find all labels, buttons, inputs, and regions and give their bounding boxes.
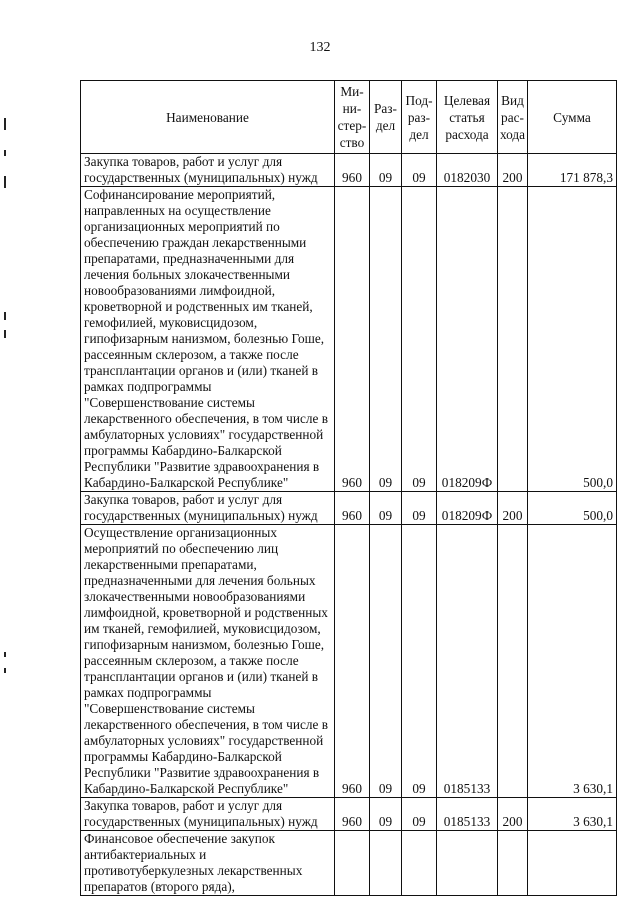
row-section: 09 [370,492,402,525]
header-name: Наименование [81,81,335,154]
row-section [370,831,402,896]
header-amount: Сумма [528,81,617,154]
table-row [81,525,617,798]
row-section: 09 [370,798,402,831]
row-subsection: 09 [402,525,437,798]
row-subsection: 09 [402,187,437,492]
row-subsection: 09 [402,798,437,831]
row-target: 0185133 [437,798,498,831]
header-subsection: Под-раз-дел [402,81,437,154]
table-row [81,831,617,896]
row-amount: 3 630,1 [528,525,617,798]
row-target: 0182030 [437,154,498,187]
page-number: 132 [309,40,331,55]
row-ministry: 960 [335,187,370,492]
row-section: 09 [370,154,402,187]
row-type [498,525,528,798]
row-amount: 171 878,3 [528,154,617,187]
row-target [437,831,498,896]
row-type [498,187,528,492]
table-row [81,798,617,831]
row-type: 200 [498,798,528,831]
row-target: 018209Ф [437,492,498,525]
header-target: Целевая статья расхода [437,81,498,154]
scan-edge-mark [4,176,6,188]
scan-edge-mark [4,312,6,320]
row-type: 200 [498,492,528,525]
row-ministry [335,831,370,896]
row-name: Софинансирование мероприятий, направленных на осуществление организационных мероприятий по обеспечению граждан лекарственными препаратами, предназначенными для лечения больных злокачественными новообразованиями лимфоидной, кроветворной и родственных им тканей, гемофилией, муковисцидозом, гипофизарным нанизмом, болезнью Гоше, рассеянным склерозом, а также после трансплантации органов и (или) тканей в рамках подпрограммы "Совершенствование системы лекарственного обеспечения, в том числе в амбулаторных условиях" государственной программы Кабардино-Балкарской Республики "Развитие здравоохранения в Кабардино-Балкарской Республике" [81,187,335,492]
row-ministry: 960 [335,798,370,831]
row-amount: 500,0 [528,187,617,492]
table-row [81,492,617,525]
row-name: Закупка товаров, работ и услуг для государственных (муниципальных) нужд [81,798,335,831]
row-amount [528,831,617,896]
table-row [81,154,617,187]
row-name: Осуществление организационных мероприятий по обеспечению лиц лекарственными препаратами, предназначенными для лечения больных злокачественными новообразованиями лимфоидной, кроветворной и родственных им тканей, гемофилией, муковисцидозом, гипофизарным нанизмом, болезнью Гоше, рассеянным склерозом, а также после трансплантации органов и (или) тканей в рамках подпрограммы "Совершенствование системы лекарственного обеспечения, в том числе в амбулаторных условиях" государственной программы Кабардино-Балкарской Республики "Развитие здравоохранения в Кабардино-Балкарской Республике" [81,525,335,798]
row-name: Финансовое обеспечение закупок антибактериальных и противотуберкулезных лекарственных препаратов (второго ряда), [81,831,335,896]
row-target: 0185133 [437,525,498,798]
row-name: Закупка товаров, работ и услуг для государственных (муниципальных) нужд [81,154,335,187]
scan-edge-mark [4,118,6,130]
row-name: Закупка товаров, работ и услуг для государственных (муниципальных) нужд [81,492,335,525]
row-section: 09 [370,525,402,798]
header-section: Раз-дел [370,81,402,154]
row-target: 018209Ф [437,187,498,492]
scan-edge-mark [4,150,6,156]
header-ministry: Ми-ни-стер-ство [335,81,370,154]
row-section: 09 [370,187,402,492]
row-ministry: 960 [335,154,370,187]
header-type: Вид рас-хода [498,81,528,154]
table-row [81,187,617,492]
scan-edge-mark [4,652,6,657]
row-type [498,831,528,896]
row-amount: 3 630,1 [528,798,617,831]
table-header-row [81,81,617,154]
budget-table [80,80,617,896]
scan-edge-mark [4,330,6,338]
scan-edge-mark [4,668,6,673]
row-subsection: 09 [402,154,437,187]
row-ministry: 960 [335,525,370,798]
row-amount: 500,0 [528,492,617,525]
row-ministry: 960 [335,492,370,525]
row-type: 200 [498,154,528,187]
row-subsection: 09 [402,492,437,525]
row-subsection [402,831,437,896]
